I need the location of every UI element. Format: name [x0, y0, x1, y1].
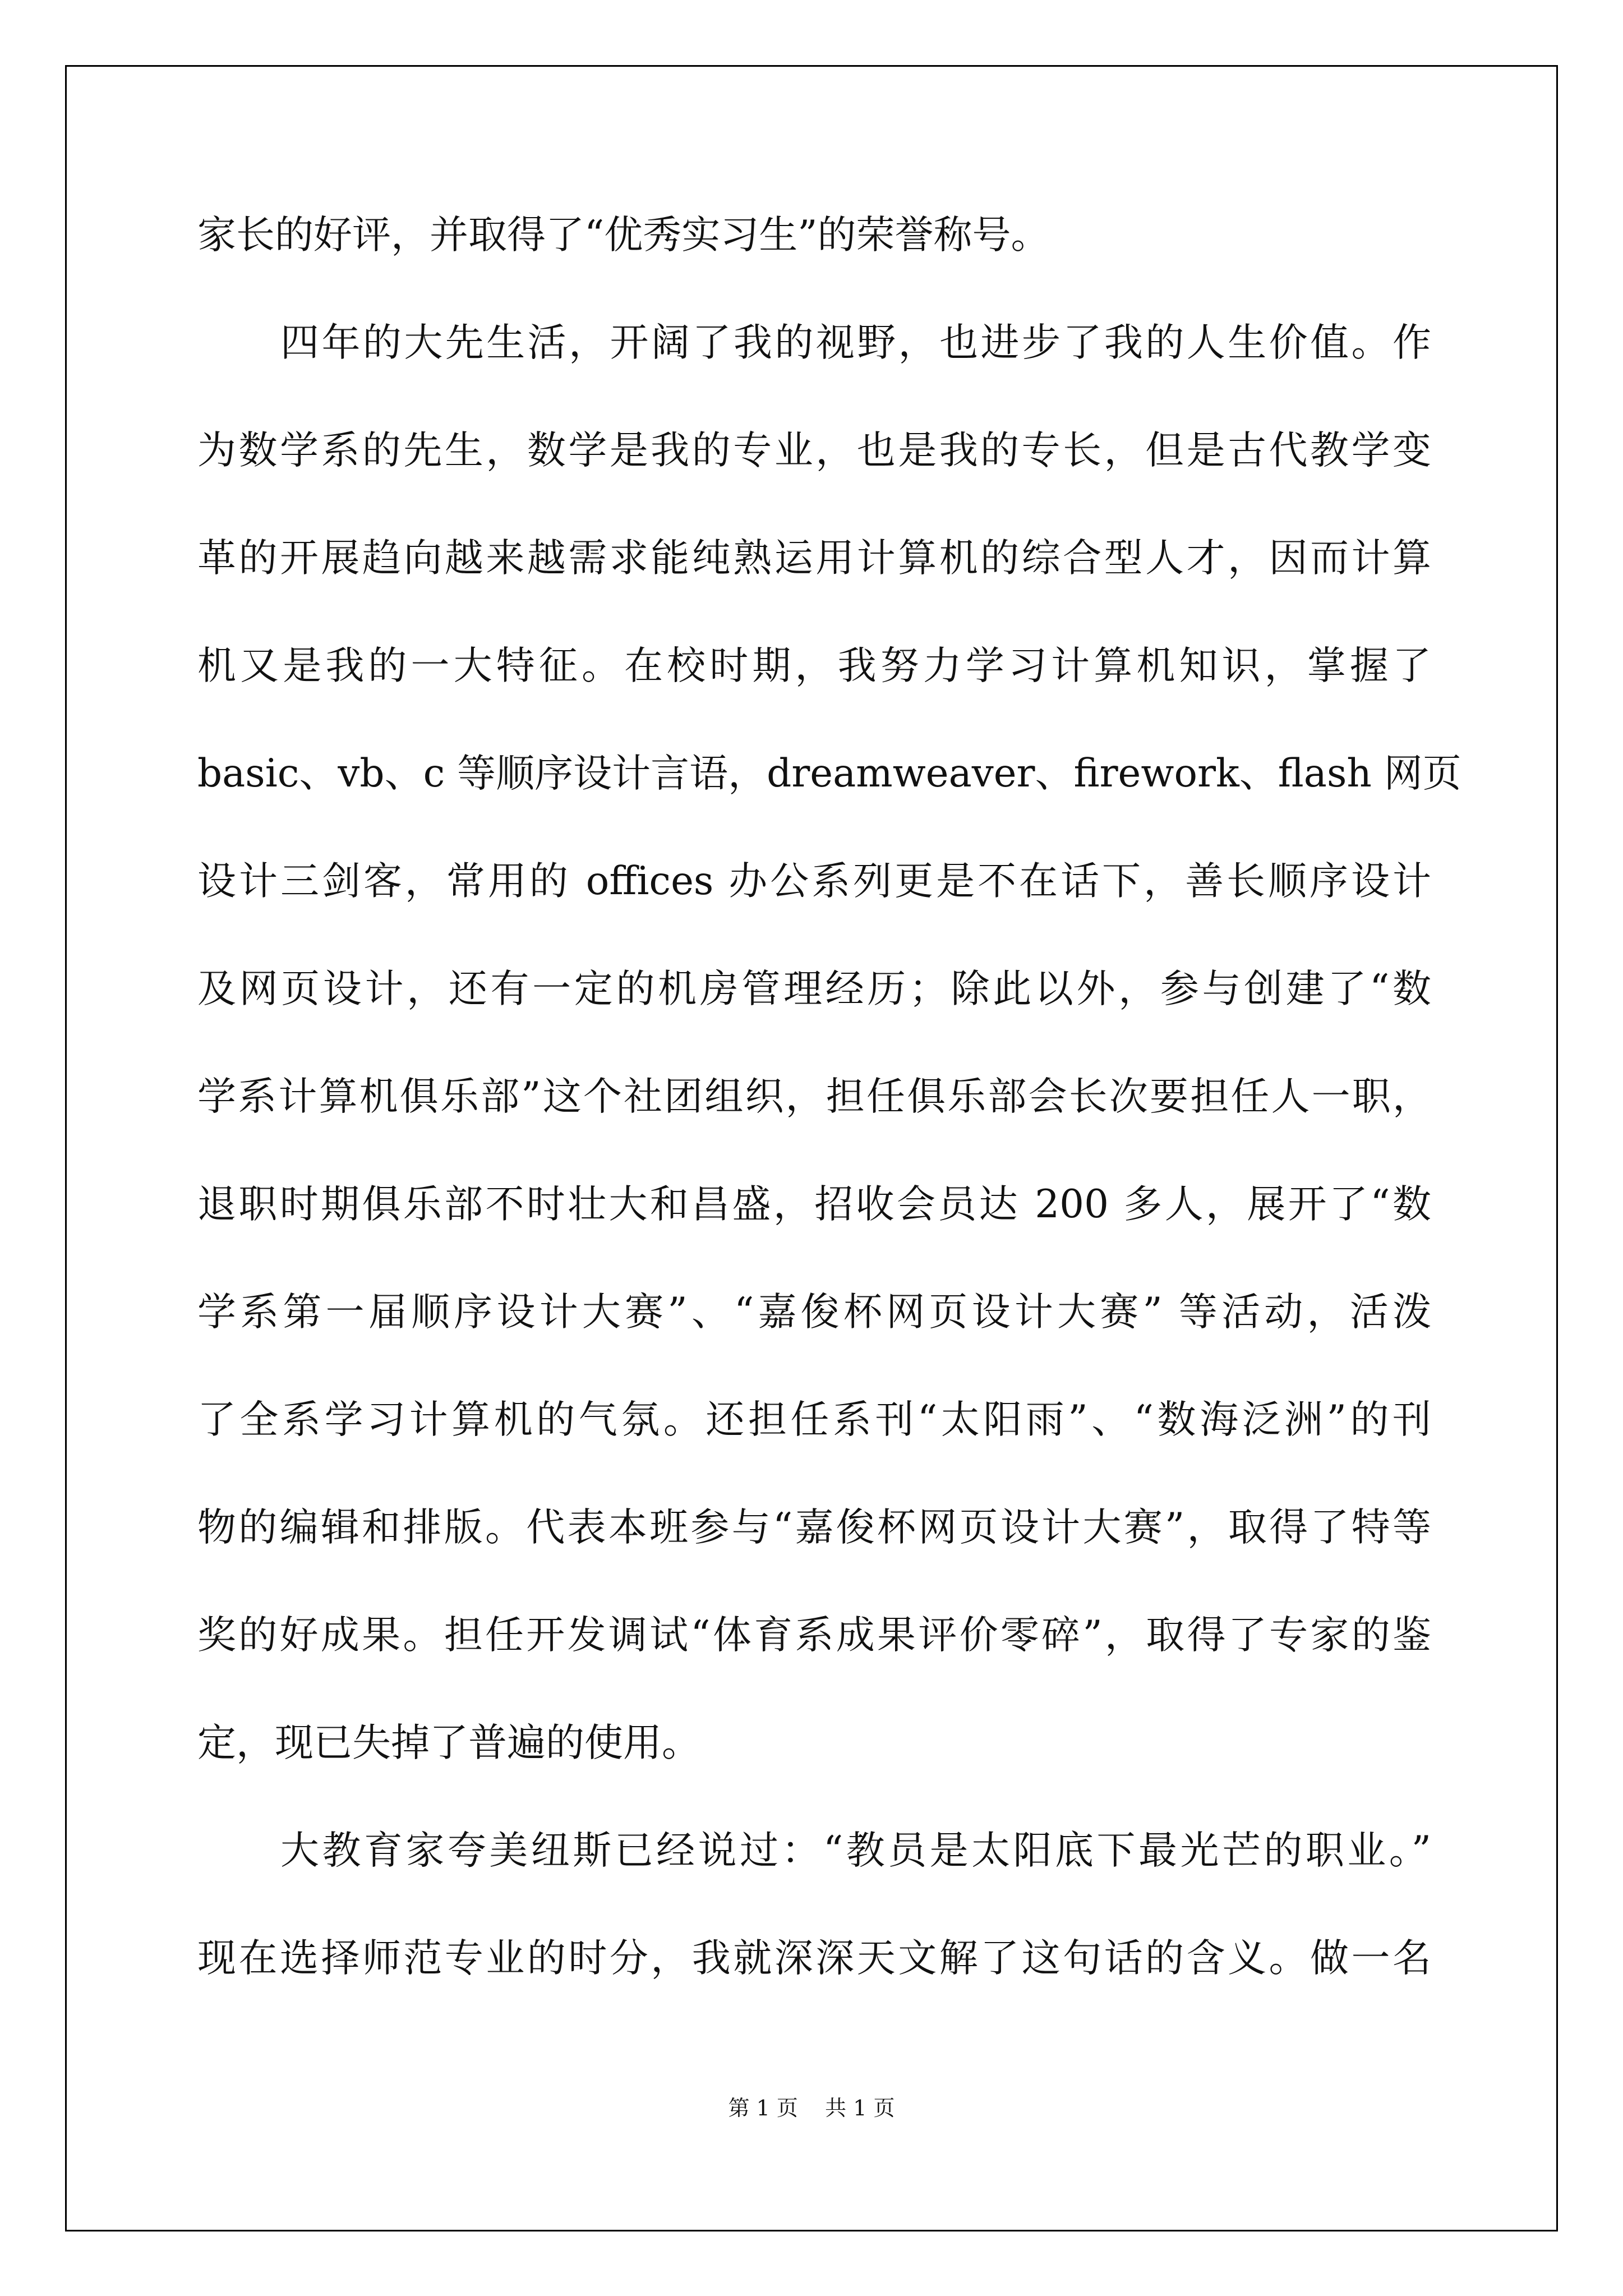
text-line-1: 家长的好评，并取得了“优秀实习生”的荣誉称号。: [197, 213, 1050, 257]
text-line-13: 物的编辑和排版。代表本班参与“嘉俊杯网页设计大赛”，取得了特等: [197, 1505, 1431, 1550]
text-line-5: 机又是我的一大特征。在校时期，我努力学习计算机知识，掌握了: [197, 643, 1431, 688]
page-border: [65, 65, 1558, 2231]
text-line-17: 现在选择师范专业的时分，我就深深天文解了这句话的含义。做一名: [197, 1936, 1431, 1981]
text-line-8: 及网页设计，还有一定的机房管理经历；除此以外，参与创建了“数: [197, 967, 1431, 1011]
text-line-7: 设计三剑客，常用的 offices 办公系列更是不在话下，善长顺序设计: [197, 859, 1431, 904]
text-line-14: 奖的好成果。担任开发调试“体育系成果评价零碎”，取得了专家的鉴: [197, 1613, 1431, 1658]
text-line-6: basic、vb、c 等顺序设计言语，dreamweaver、firework、flash 网页: [197, 751, 1461, 796]
text-line-2: 四年的大先生活，开阔了我的视野，也进步了我的人生价值。作: [280, 320, 1431, 365]
text-line-3: 为数学系的先生，数学是我的专业，也是我的专长，但是古代教学变: [197, 428, 1431, 473]
text-line-4: 革的开展趋向越来越需求能纯熟运用计算机的综合型人才，因而计算: [197, 536, 1431, 581]
text-line-9: 学系计算机俱乐部”这个社团组织，担任俱乐部会长次要担任人一职，: [197, 1074, 1431, 1119]
text-line-16: 大教育家夸美纽斯已经说过：“教员是太阳底下最光芒的职业。”: [280, 1828, 1431, 1873]
text-line-10: 退职时期俱乐部不时壮大和昌盛，招收会员达 200 多人，展开了“数: [197, 1182, 1431, 1227]
text-line-11: 学系第一届顺序设计大赛”、“嘉俊杯网页设计大赛” 等活动，活泼: [197, 1290, 1431, 1335]
page-footer: 第 1 页 共 1 页: [728, 2096, 895, 2120]
text-line-15: 定，现已失掉了普遍的使用。: [197, 1720, 700, 1765]
text-line-12: 了全系学习计算机的气氛。还担任系刊“太阳雨”、“数海泛洲”的刊: [197, 1397, 1431, 1442]
